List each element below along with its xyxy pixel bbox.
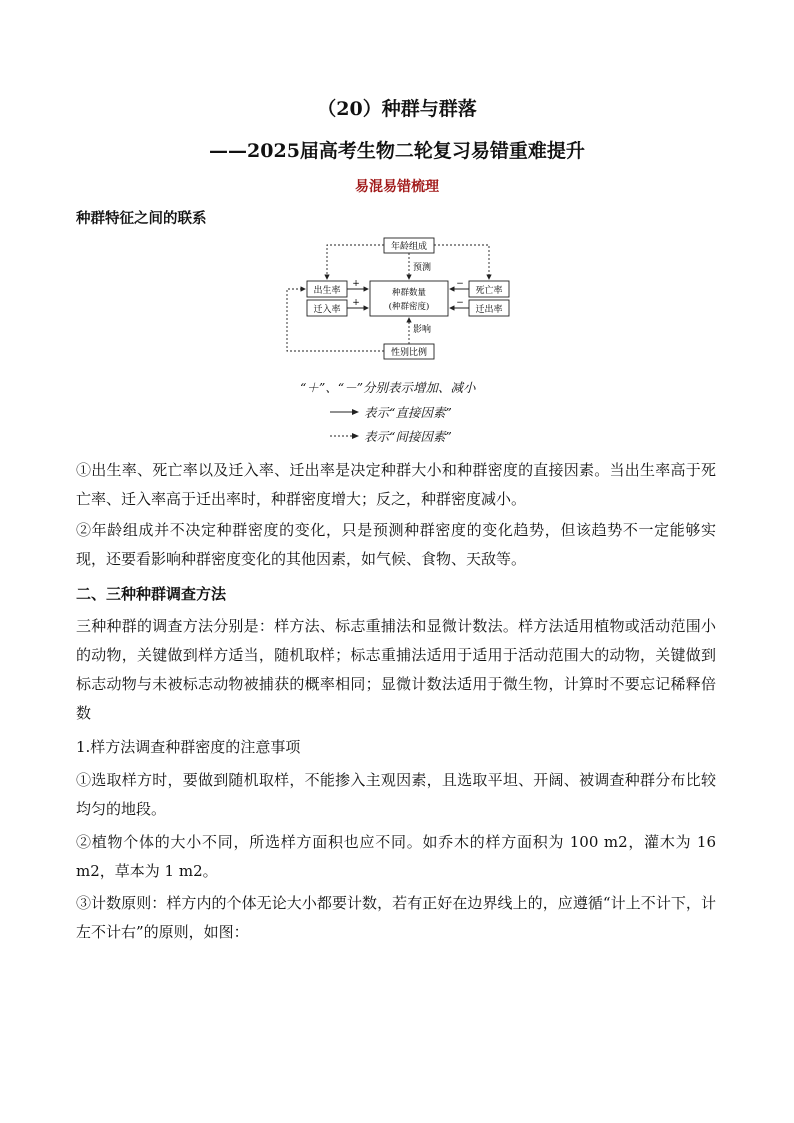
section-label: 易混易错梳理: [355, 179, 439, 195]
legend-direct-factor: [330, 403, 452, 421]
immigration-rate-label: 迁入率: [313, 305, 341, 315]
population-features-diagram: [280, 232, 520, 362]
document-title: （20）种群与群落: [317, 98, 477, 120]
birth-rate-label: 出生率: [313, 286, 341, 296]
paragraph-quadrat-area: ②植物个体的大小不同，所选样方面积也应不同。如乔木的样方面积为 100 m2，灌木为 16 m2，草本为 1 m2。: [76, 833, 716, 880]
dotted-arrow-icon: [330, 431, 360, 441]
population-density-label: (种群密度): [388, 302, 430, 312]
paragraph-survey-methods: 三种种群的调查方法分别是：样方法、标志重捕法和显微计数法。样方法适用植物或活动范围小的动物，关键做到样方适当，随机取样；标志重捕法适用于适用于活动范围大的动物，关键做到标志动物与未被标志动物被捕获的概率相同；显微计数法适用于微生物，计算时不要忘记稀释倍数: [76, 617, 716, 722]
age-structure-label: 年龄组成: [390, 242, 428, 252]
section-heading-survey-methods: 二、三种种群调查方法: [76, 585, 227, 603]
minus-sign-emigration: −: [456, 298, 464, 308]
subheading-quadrat-notes: 1.样方法调查种群密度的注意事项: [76, 738, 301, 756]
paragraph-random-sampling: ①选取样方时，要做到随机取样，不能掺入主观因素，且选取平坦、开阔、被调查种群分布比较均匀的地段。: [76, 771, 716, 818]
emigration-rate-label: 迁出率: [475, 305, 503, 315]
influence-label: 影响: [413, 325, 432, 335]
legend-plus-minus: “＋”、“－”分别表示增加、减小: [300, 380, 476, 395]
legend-direct-text: 表示“直接因素”: [363, 405, 452, 420]
paragraph-counting-rule: ③计数原则：样方内的个体无论大小都要计数，若有正好在边界线上的，应遵循“计上不计下，计左不计右”的原则，如图：: [76, 894, 716, 941]
section-heading-population-features: 种群特征之间的联系: [76, 210, 207, 227]
death-rate-label: 死亡率: [475, 286, 503, 296]
population-size-label: 种群数量: [391, 288, 427, 298]
paragraph-direct-factors: ①出生率、死亡率以及迁入率、迁出率是决定种群大小和种群密度的直接因素。当出生率高于死亡率、迁入率高于迁出率时，种群密度增大；反之，种群密度减小。: [76, 461, 716, 508]
paragraph-age-structure: ②年龄组成并不决定种群密度的变化，只是预测种群密度的变化趋势，但该趋势不一定能够实现，还要看影响种群密度变化的其他因素，如气候、食物、天敌等。: [76, 521, 716, 568]
legend-indirect-factor: [330, 427, 452, 445]
legend-indirect-text: 表示“间接因素”: [363, 429, 452, 444]
minus-sign-death: −: [456, 279, 464, 289]
plus-sign-birth: +: [352, 279, 360, 289]
solid-arrow-icon: [330, 407, 360, 417]
plus-sign-immigration: +: [352, 298, 360, 308]
predict-label: 预测: [413, 263, 432, 273]
document-subtitle: ——2025届高考生物二轮复习易错重难提升: [209, 140, 585, 162]
sex-ratio-label: 性别比例: [390, 348, 428, 358]
